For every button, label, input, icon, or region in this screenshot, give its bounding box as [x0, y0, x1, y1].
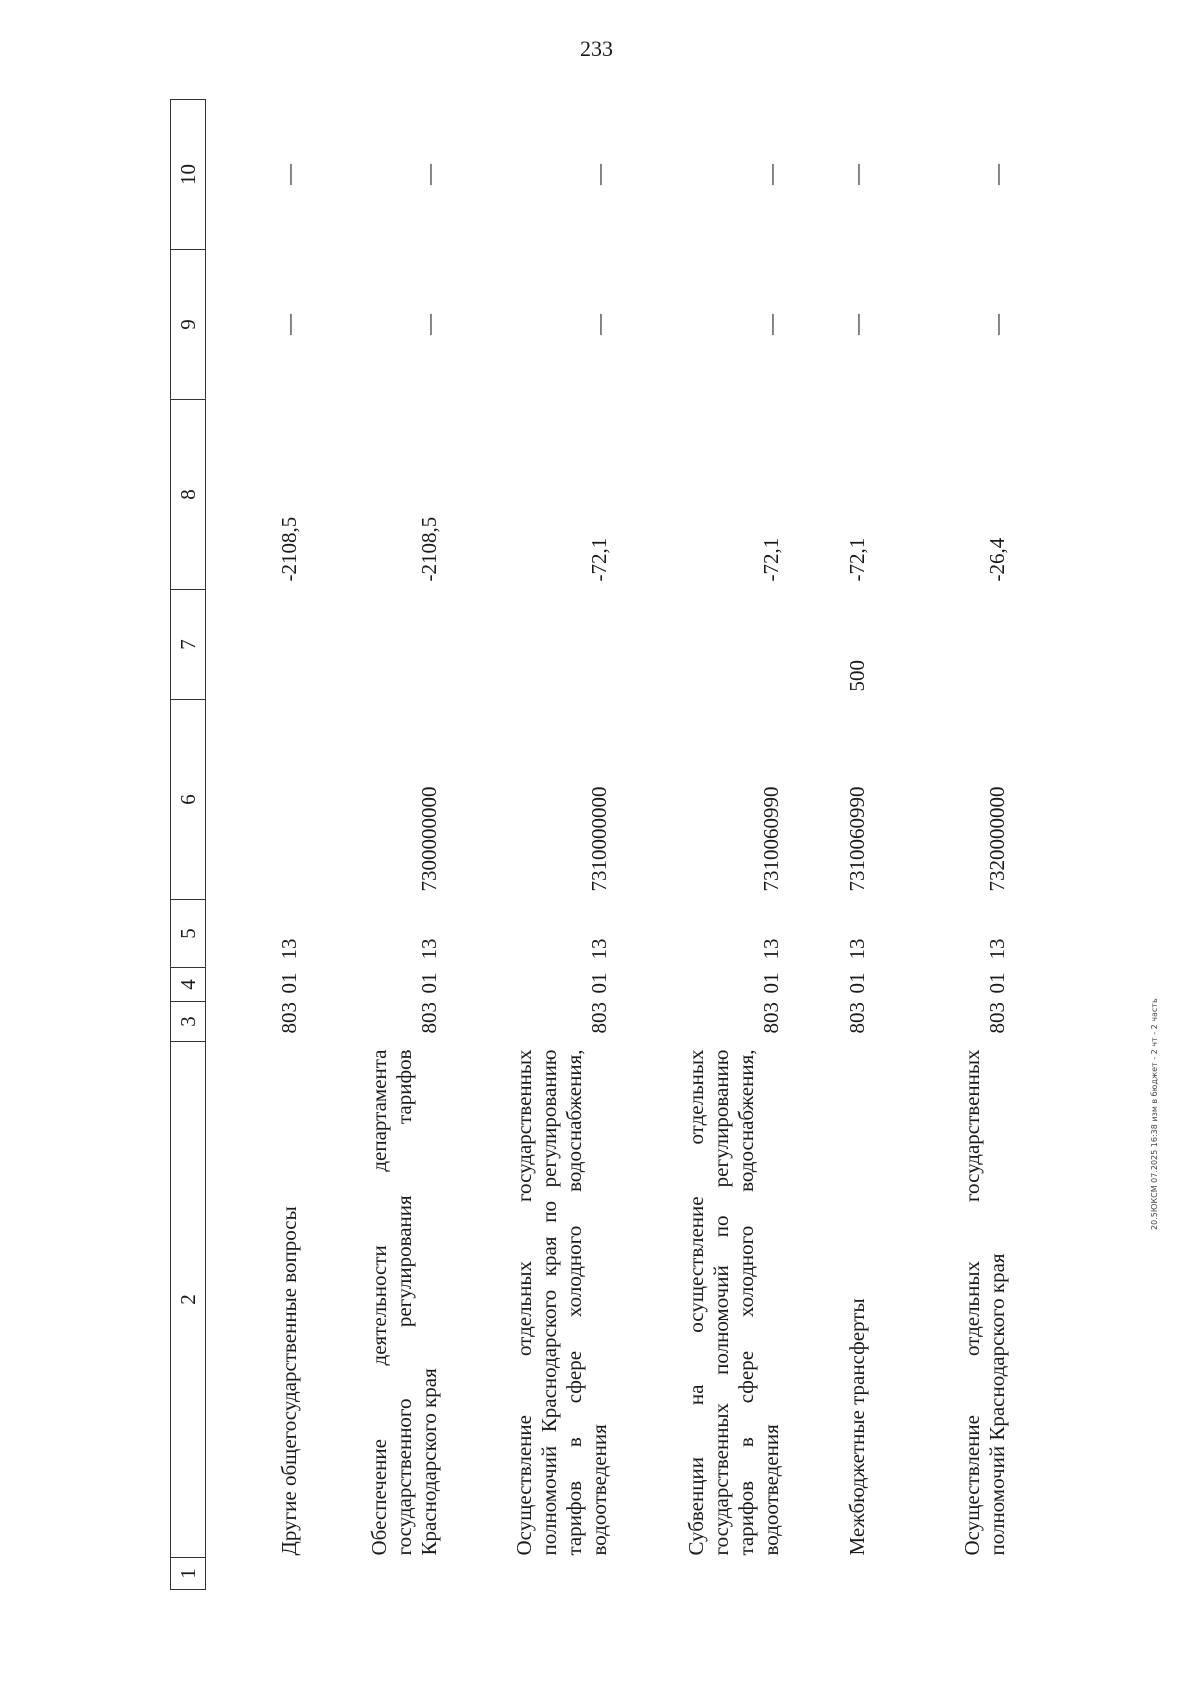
row-code-4: 01: [587, 972, 611, 994]
header-row: [171, 100, 206, 1590]
budget-table: [170, 99, 1010, 1590]
row-code-4: 01: [277, 972, 301, 994]
row-cell-empty: [302, 1558, 442, 1590]
header-cell-8: 8: [171, 400, 206, 590]
table-row: [206, 100, 303, 1590]
row-amount-10: —: [759, 164, 783, 185]
row-code-4: 01: [985, 972, 1009, 994]
row-name: Осуществление отдельных государственных полномочий Краснодарского края: [960, 1049, 1009, 1556]
rotated-table-container: [170, 100, 1030, 1590]
row-cell-empty: [206, 1558, 303, 1590]
row-amount-10: —: [845, 164, 869, 185]
row-cell-empty: [612, 1558, 784, 1590]
row-amount-8: -72,1: [587, 537, 611, 582]
row-code-3: 803: [277, 1002, 301, 1034]
header-cell-7: 7: [171, 590, 206, 700]
header-cell-10: 10: [171, 100, 206, 250]
row-code-4: 01: [759, 972, 783, 994]
row-amount-8: -72,1: [845, 537, 869, 582]
row-code-3: 803: [759, 1002, 783, 1034]
row-code-3: 803: [417, 1002, 441, 1034]
row-code-3: 803: [845, 1002, 869, 1034]
row-code-6: 7310060990: [845, 786, 869, 892]
row-amount-9: —: [759, 314, 783, 335]
row-amount-8: -72,1: [759, 537, 783, 582]
row-name: Другие общегосударственные вопросы: [277, 1206, 301, 1556]
row-code-5: 13: [587, 938, 611, 960]
table-row: [442, 100, 612, 1590]
header-cell-2: 2: [171, 1042, 206, 1558]
header-cell-5: 5: [171, 900, 206, 968]
row-code-5: 13: [985, 938, 1009, 960]
row-name: Субвенции на осуществление отдельных государственных полномочий по регулированию тарифов в сфере холодного водоснабжения, водоотведения: [684, 1049, 783, 1556]
row-code-7: [612, 590, 784, 700]
row-code-6: [206, 700, 303, 900]
row-code-7: [442, 590, 612, 700]
table-row: [302, 100, 442, 1590]
row-code-4: 01: [845, 972, 869, 994]
row-amount-8: -26,4: [985, 537, 1009, 582]
row-amount-9: —: [587, 314, 611, 335]
table-row: [612, 100, 784, 1590]
header-cell-6: 6: [171, 700, 206, 900]
row-code-3: 803: [985, 1002, 1009, 1034]
row-amount-9: —: [417, 314, 441, 335]
row-amount-9: —: [845, 314, 869, 335]
row-amount-9: —: [985, 314, 1009, 335]
header-cell-1: 1: [171, 1558, 206, 1590]
row-code-4: 01: [417, 972, 441, 994]
row-cell-empty: [442, 1558, 612, 1590]
page-number: 233: [580, 36, 613, 61]
row-name: Обеспечение деятельности департамента государственного регулирования тарифов Краснодарского края: [367, 1049, 441, 1556]
row-amount-9: —: [277, 314, 301, 335]
row-code-7: [870, 590, 1010, 700]
row-cell-empty: [870, 1558, 1010, 1590]
header-cell-3: 3: [171, 1002, 206, 1042]
row-code-7: [206, 590, 303, 700]
row-code-6: 7310000000: [587, 786, 611, 892]
row-code-7: [302, 590, 442, 700]
table-row: [870, 100, 1010, 1590]
row-code-6: 7310060990: [759, 786, 783, 892]
table-row: [784, 100, 870, 1590]
row-name: Межбюджетные трансферты: [845, 1298, 869, 1556]
header-cell-9: 9: [171, 250, 206, 400]
row-amount-8: -2108,5: [417, 516, 441, 582]
row-code-5: 13: [417, 938, 441, 960]
header-cell-4: 4: [171, 968, 206, 1002]
row-code-6: 7320000000: [985, 786, 1009, 892]
footer-stamp-text: 20.5ЮКСМ 07.2025 16:38 изм в бюджет - 2 чт - 2 часть: [1150, 998, 1159, 1230]
row-code-5: 13: [845, 938, 869, 960]
row-amount-10: —: [985, 164, 1009, 185]
row-code-5: 13: [759, 938, 783, 960]
row-amount-8: -2108,5: [277, 516, 301, 582]
row-amount-10: —: [277, 164, 301, 185]
row-name: Осуществление отдельных государственных полномочий Краснодарского края по регулированию тарифов в сфере холодного водоснабжения, водоотведения: [512, 1049, 611, 1556]
row-code-3: 803: [587, 1002, 611, 1034]
row-code-6: 7300000000: [417, 786, 441, 892]
row-cell-empty: [784, 1558, 870, 1590]
row-amount-10: —: [417, 164, 441, 185]
row-amount-10: —: [587, 164, 611, 185]
row-code-7: 500: [845, 660, 869, 692]
row-code-5: 13: [277, 938, 301, 960]
